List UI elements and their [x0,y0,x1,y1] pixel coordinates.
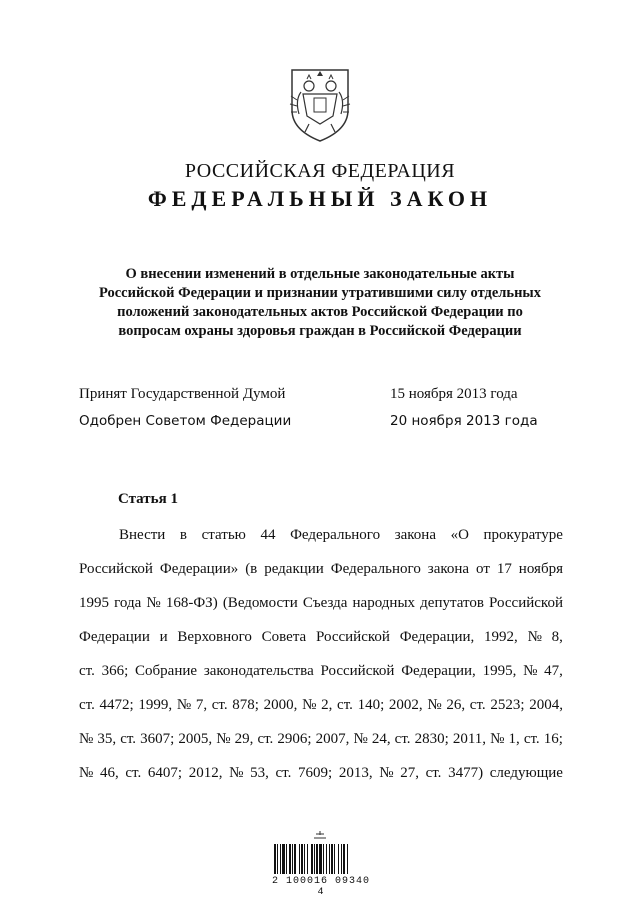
article-body-line: Внести в статью 44 Федерального закона «О прокуратуре [119,527,563,543]
barcode-bar [274,844,276,874]
barcode-bar [323,844,324,874]
state-emblem-icon [287,66,353,144]
barcode-bar [329,844,330,874]
barcode-bar [334,844,335,874]
country-heading: РОССИЙСКАЯ ФЕДЕРАЦИЯ [184,160,456,182]
barcode-bar [289,844,291,874]
article-body-line: № 35, ст. 3607; 2005, № 29, ст. 2906; 2007, № 24, ст. 2830; 2011, № 1, ст. 16; [79,731,563,747]
barcode-bar [343,844,345,874]
article-body-line: № 46, ст. 6407; 2012, № 53, ст. 7609; 2013, № 27, ст. 3477) следующие [79,765,563,781]
barcode-number: 2 100016 09340 4 [271,876,370,898]
article-body-line: Российской Федерации» (в редакции Федерального закона от 17 ноября [79,561,563,577]
barcode-bar [326,844,327,874]
barcode-bar [314,844,315,874]
barcode-bar [277,844,278,874]
barcode-mark-icon [314,831,326,838]
barcode-bar [307,844,308,874]
barcode-bar [292,844,293,874]
barcode-bar [286,844,287,874]
barcode-bar [338,844,339,874]
document-type-heading: ФЕДЕРАЛЬНЫЙ ЗАКОН [147,186,493,211]
barcode-bar [282,844,285,874]
article-heading: Статья 1 [118,491,178,507]
title-line: Российской Федерации и признании утратившими силу отдельных [98,285,542,301]
article-body-line: Федерации и Верховного Совета Российской Федерации, 1992, № 8, [79,629,563,645]
barcode-bar [299,844,300,874]
duma-adoption-label: Принят Государственной Думой [79,386,286,402]
title-line: О внесении изменений в отдельные законодательные акты [125,266,515,282]
barcode-bar [301,844,303,874]
barcode-bar [331,844,333,874]
law-title [80,265,560,341]
barcode-bar [311,844,313,874]
barcode-bar [304,844,305,874]
title-line: вопросам охраны здоровья граждан в Российской Федерации [118,323,522,339]
council-approval-date: 20 ноября 2013 года [390,413,538,429]
barcode-bar [341,844,342,874]
barcode-bar [280,844,281,874]
article-body-line: 1995 года № 168-ФЗ) (Ведомости Съезда народных депутатов Российской [79,595,563,611]
barcode-bar [316,844,318,874]
barcode-bar [319,844,322,874]
article-body-line: ст. 366; Собрание законодательства Российской Федерации, 1995, № 47, [79,663,563,679]
title-line: положений законодательных актов Российской Федерации по [117,304,523,320]
duma-adoption-date: 15 ноября 2013 года [390,386,518,402]
council-approval-label: Одобрен Советом Федерации [79,413,292,429]
barcode-bar [347,844,348,874]
barcode-bar [294,844,296,874]
article-body-line: ст. 4472; 1999, № 7, ст. 878; 2000, № 2, ст. 140; 2002, № 26, ст. 2523; 2004, [79,697,563,713]
